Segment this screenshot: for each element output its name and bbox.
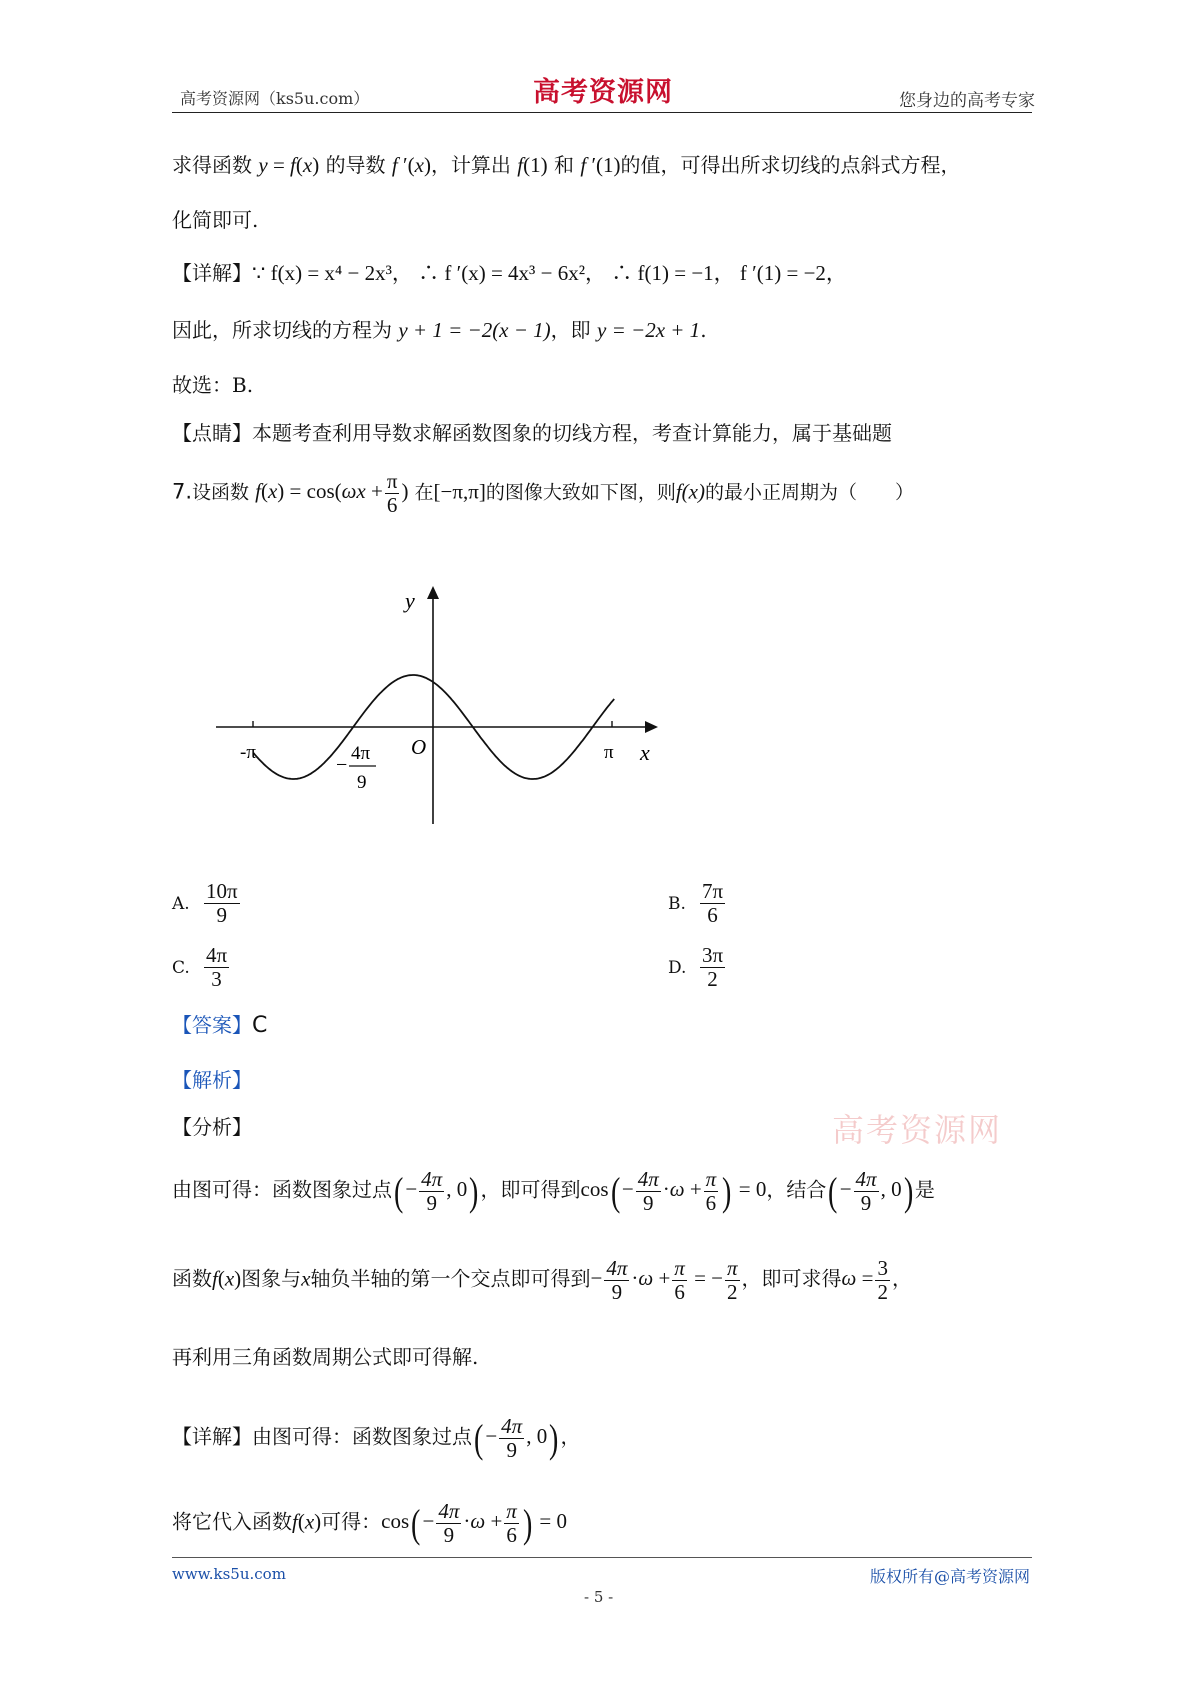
option-b[interactable]: B. $\frac{7\pi}{6}$ <box>668 879 724 928</box>
analysis-line-3: 再利用三角函数周期公式即可得解. <box>172 1345 479 1369</box>
footer-link[interactable]: www.ks5u.com <box>172 1565 286 1583</box>
header-logo: 高考资源网 <box>533 77 673 108</box>
analysis-line-2: 函数f(x)图象与x轴负半轴的第一个交点即可得到− $\frac{4\pi}{9}$ ·ω + $\frac{\pi}{6}$ = − $\frac{\pi}{2}$ ，即可求得ω = $\frac{3}{2}$ ， <box>172 1256 912 1305</box>
zero-minus-label: − <box>336 754 348 776</box>
intro-line-1: 求得函数 y = f(x) 的导数 f ′(x)，计算出 f(1) 和 f ′(1)的值，可得出所求切线的点斜式方程， <box>172 153 961 177</box>
y-label: y <box>405 588 415 613</box>
option-a[interactable]: A. $\frac{10\pi}{9}$ <box>172 879 238 928</box>
choice-line: 故选：B. <box>172 373 254 397</box>
x-axis-arrow-icon <box>645 721 658 733</box>
answer-line: 【答案】C <box>172 1013 268 1038</box>
origin-label: O <box>411 735 427 759</box>
page-number: - 5 - <box>584 1588 614 1606</box>
y-axis-arrow-icon <box>427 586 439 599</box>
dianjing-line: 【点睛】本题考查利用导数求解函数图象的切线方程，考查计算能力，属于基础题 <box>172 421 892 445</box>
analysis-line-1: 由图可得：函数图象过点(− $\frac{4\pi}{9}$ , 0)，即可得到cos(− $\frac{4\pi}{9}$ ·ω + $\frac{\pi}{6}$ ) = 0，结合(− $\frac{4\pi}{9}$ , 0)是 <box>172 1167 935 1216</box>
zero-num-label: 4π <box>351 743 371 764</box>
pi-label: π <box>604 742 614 763</box>
detail2-line-1: 【详解】由图可得：函数图象过点(− $\frac{4\pi}{9}$ , 0)， <box>172 1414 581 1463</box>
x-label: x <box>640 740 650 765</box>
footer-copyright: 版权所有@高考资源网 <box>869 1567 1030 1586</box>
fenxi-tag: 【分析】 <box>172 1115 252 1139</box>
intro-line-2: 化简即可. <box>172 208 259 232</box>
option-c[interactable]: C. $\frac{4\pi}{3}$ <box>172 943 228 992</box>
question-7: 7.设函数 f(x) = cos(ωx + $\frac{\pi}{6}$ ) 在[−π,π]的图像大致如下图，则f(x)的最小正周期为（ ） <box>172 469 915 518</box>
detail2-line-2: 将它代入函数f(x)可得：cos(− $\frac{4\pi}{9}$ ·ω + $\frac{\pi}{6}$ ) = 0 <box>172 1499 567 1548</box>
jiexi-tag: 【解析】 <box>172 1068 252 1092</box>
zero-den-label: 9 <box>357 772 367 793</box>
watermark: 高考资源网 <box>832 1111 1003 1149</box>
cosine-graph <box>200 578 680 828</box>
footer-rule <box>172 1557 1032 1558</box>
neg-pi-label: -π <box>240 742 256 763</box>
header-slogan: 您身边的高考专家 <box>899 91 1035 111</box>
option-d[interactable]: D. $\frac{3\pi}{2}$ <box>668 943 724 992</box>
header-site-name: 高考资源网（ks5u.com） <box>180 89 370 108</box>
header-rule <box>172 112 1032 113</box>
therefore-line: 因此，所求切线的方程为 y + 1 = −2(x − 1)，即 y = −2x + 1. <box>172 318 707 342</box>
detail-line: 【详解】∵ f(x) = x⁴ − 2x³， ∴ f ′(x) = 4x³ − 6x²， ∴ f(1) = −1， f ′(1) = −2， <box>172 261 847 285</box>
